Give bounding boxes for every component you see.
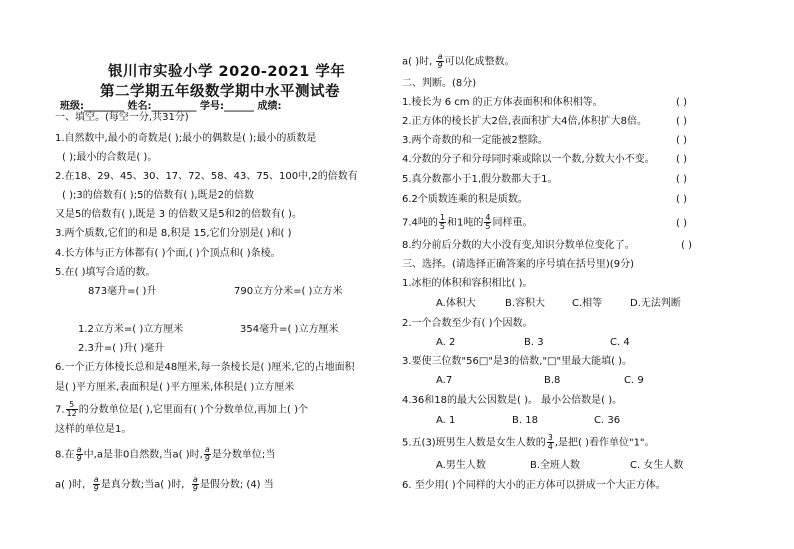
fraction-denominator: 5 [485, 222, 491, 231]
q7-text: 的分数单位是( ),它里面有( )个分数单位,再加上( )个 [78, 404, 309, 416]
q8-prefix: 8.在 [55, 449, 75, 461]
choice-q4-opt-b: B. 18 [512, 415, 538, 426]
judge-item: 5.真分数都小于1,假分数都大于1。 [402, 174, 558, 185]
judge-item: 2.正方体的棱长扩大2倍,表面积扩大4倍,体积扩大8倍。 [402, 116, 647, 127]
choice-q1-opt-c: C.相等 [572, 298, 603, 309]
q7-prefix: 7. [55, 404, 65, 416]
choice-q1-opt-b: B.容积大 [505, 298, 546, 309]
q8-text3: a( )时, [55, 479, 86, 491]
q5-item-873ml: 873毫升=( )升 [88, 286, 157, 297]
section1-heading: 一、填空。(每空一分,共31分) [55, 112, 189, 123]
fraction-a-9 [192, 476, 199, 493]
choice-q4-opt-a: A. 1 [436, 415, 456, 426]
judge-7-text2: 和1吨的 [447, 217, 484, 229]
q5-item-354ml: 354毫升=( )立方厘米 [240, 324, 339, 335]
q8-text1: 中,a是非0自然数,当a( )时, [83, 449, 203, 461]
judge-answer-paren: ( ) [676, 194, 687, 205]
choice-q1-opt-d: D.无法判断 [630, 298, 681, 309]
judge-answer-paren: ( ) [676, 97, 687, 108]
judge-item: 4.分数的分子和分母同时乘或除以一个数,分数大小不变。 [402, 154, 655, 165]
q8-line2 [55, 476, 274, 493]
choice-q3-opt-a: A.7 [436, 375, 453, 386]
judge-answer-paren: ( ) [676, 135, 687, 146]
fraction-a-9 [76, 446, 83, 463]
judge-7-text1: 7.4吨的 [402, 217, 438, 229]
q8-text7: 可以化成整数。 [444, 56, 515, 68]
fraction-numerator: 3 [547, 433, 553, 442]
choice-q5-text1: 5.五(3)班男生人数是女生人数的 [402, 437, 546, 449]
q5-item-2-3l: 2.3升=( )升( )毫升 [78, 343, 165, 354]
q2-line3: 又是5的倍数有( ),既是 3 的倍数又是5和2的倍数有( )。 [55, 209, 302, 220]
choice-q3-opt-b: B.8 [544, 375, 561, 386]
fraction-denominator: 9 [93, 484, 99, 493]
q2-line1: 2.在18、29、45、30、17、72、58、43、75、100中,2的倍数有 [55, 171, 358, 182]
q4-line: 4.长方体与正方体都有( )个面,( )个顶点和( )条棱。 [55, 248, 281, 259]
judge-item: 1.棱长为 6 cm 的正方体表面积和体积相等。 [402, 97, 603, 108]
fraction-a-9 [436, 53, 443, 70]
page-title-line2: 第二学期五年级数学期中水平测试卷 [100, 84, 340, 100]
page-title-line1: 银川市实验小学 2020-2021 学年 [108, 64, 346, 80]
fraction-numerator: 1 [439, 213, 445, 222]
choice-q4-opt-c: C. 36 [594, 415, 621, 426]
q5-line: 5.在( )填写合适的数。 [55, 267, 156, 278]
fraction-denominator: 12 [66, 409, 77, 418]
choice-q1-opt-a: A.体积大 [436, 298, 476, 309]
q6-line1: 6.一个正方体棱长总和是48厘米,每一条棱长是( )厘米,它的占地面积 [55, 362, 355, 373]
judge-answer-paren: ( ) [676, 174, 687, 185]
fraction-numerator: 5 [66, 401, 78, 410]
choice-q6: 6. 至少用( )个同样的大小的正方体可以拼成一个大正方体。 [402, 480, 666, 491]
q1-line1: 1.自然数中,最小的奇数是( );最小的偶数是( );最小的质数是 [55, 133, 317, 144]
q2-line2: ( );3的倍数有( );5的倍数有( ),既是2的倍数 [62, 190, 254, 201]
judge-item: 6.2个质数连乘的积是质数。 [402, 194, 528, 205]
q5-item-790dm3: 790立方分米=( )立方米 [234, 286, 343, 297]
choice-q2-opt-a: A. 2 [436, 337, 456, 348]
choice-q2-opt-c: C. 4 [610, 337, 630, 348]
choice-q5 [402, 434, 655, 451]
fraction-numerator: a [192, 475, 198, 484]
fraction-denominator: 9 [76, 454, 82, 463]
choice-q5-opt-c: C. 女生人数 [630, 460, 684, 471]
choice-q4: 4.36和18的最大公因数是( )。 最小公倍数是( )。 [402, 395, 623, 406]
choice-q2: 2.一个合数至少有( )个因数。 [402, 318, 533, 329]
fraction-1-5 [439, 214, 446, 231]
q7-line1 [55, 401, 308, 418]
fraction-numerator: a [93, 475, 99, 484]
q8-text5: 是假分数; (4) 当 [199, 479, 274, 491]
judge-7-text3: 同样重。 [492, 217, 533, 229]
judge-answer-paren: ( ) [676, 154, 687, 165]
judge-7-paren: ( ) [676, 218, 687, 229]
student-info-line: 班级:________ 姓名:_________ 学号:______ 成绩: [60, 101, 282, 112]
fraction-numerator: a [204, 445, 210, 454]
fraction-3-4 [547, 434, 554, 451]
choice-q5-text2: ,是把( )看作单位"1"。 [554, 437, 655, 449]
choice-q3: 3.要使三位数"56□"是3的倍数,"□"里最大能填( )。 [402, 356, 633, 367]
q1-line2: ( );最小的合数是( )。 [62, 152, 158, 163]
q6-line2: 是( )平方厘米,表面积是( )平方厘米,体积是( )立方厘米 [55, 382, 295, 393]
q8-text4: 是真分数;当a( )时, [100, 479, 185, 491]
fraction-5-12 [66, 401, 78, 418]
fraction-numerator: a [76, 445, 82, 454]
judge-item-8: 8.约分前后分数的大小没有变,知识分数单位变化了。 [402, 240, 635, 251]
fraction-denominator: 9 [437, 61, 443, 70]
q8-text2: 是分数单位;当 [211, 449, 276, 461]
q8-text6: a( )时, [402, 56, 433, 68]
fraction-4-5 [484, 214, 491, 231]
choice-q1: 1.冰柜的体积和容积相比( )。 [402, 278, 533, 289]
q8-line3 [402, 53, 515, 70]
section2-heading: 二、判断。(8分) [402, 78, 477, 89]
judge-item: 3.两个奇数的和一定能被2整除。 [402, 135, 548, 146]
fraction-numerator: 4 [485, 213, 491, 222]
q7-line2: 这样的单位是1。 [55, 424, 132, 435]
fraction-denominator: 9 [192, 484, 198, 493]
judge-answer-paren: ( ) [676, 116, 687, 127]
fraction-denominator: 9 [204, 454, 210, 463]
choice-q5-opt-a: A.男生人数 [436, 460, 486, 471]
judge-item-7 [402, 214, 532, 231]
fraction-denominator: 4 [547, 442, 553, 451]
q8-line1 [55, 446, 275, 463]
q5-item-1-2m3: 1.2立方米=( )立方厘米 [78, 324, 184, 335]
choice-q5-opt-b: B.全班人数 [530, 460, 581, 471]
judge-8-paren: ( ) [681, 240, 692, 251]
fraction-a-9 [204, 446, 211, 463]
fraction-denominator: 5 [439, 222, 445, 231]
q3-line: 3.两个质数,它们的和是 8,积是 15,它们分别是( )和( ) [55, 228, 292, 239]
fraction-numerator: a [437, 52, 443, 61]
choice-q3-opt-c: C. 9 [624, 375, 644, 386]
fraction-a-9 [93, 476, 100, 493]
choice-q2-opt-b: B. 3 [524, 337, 544, 348]
section3-heading: 三、选择。(请选择正确答案的序号填在括号里)(9分) [402, 259, 634, 270]
